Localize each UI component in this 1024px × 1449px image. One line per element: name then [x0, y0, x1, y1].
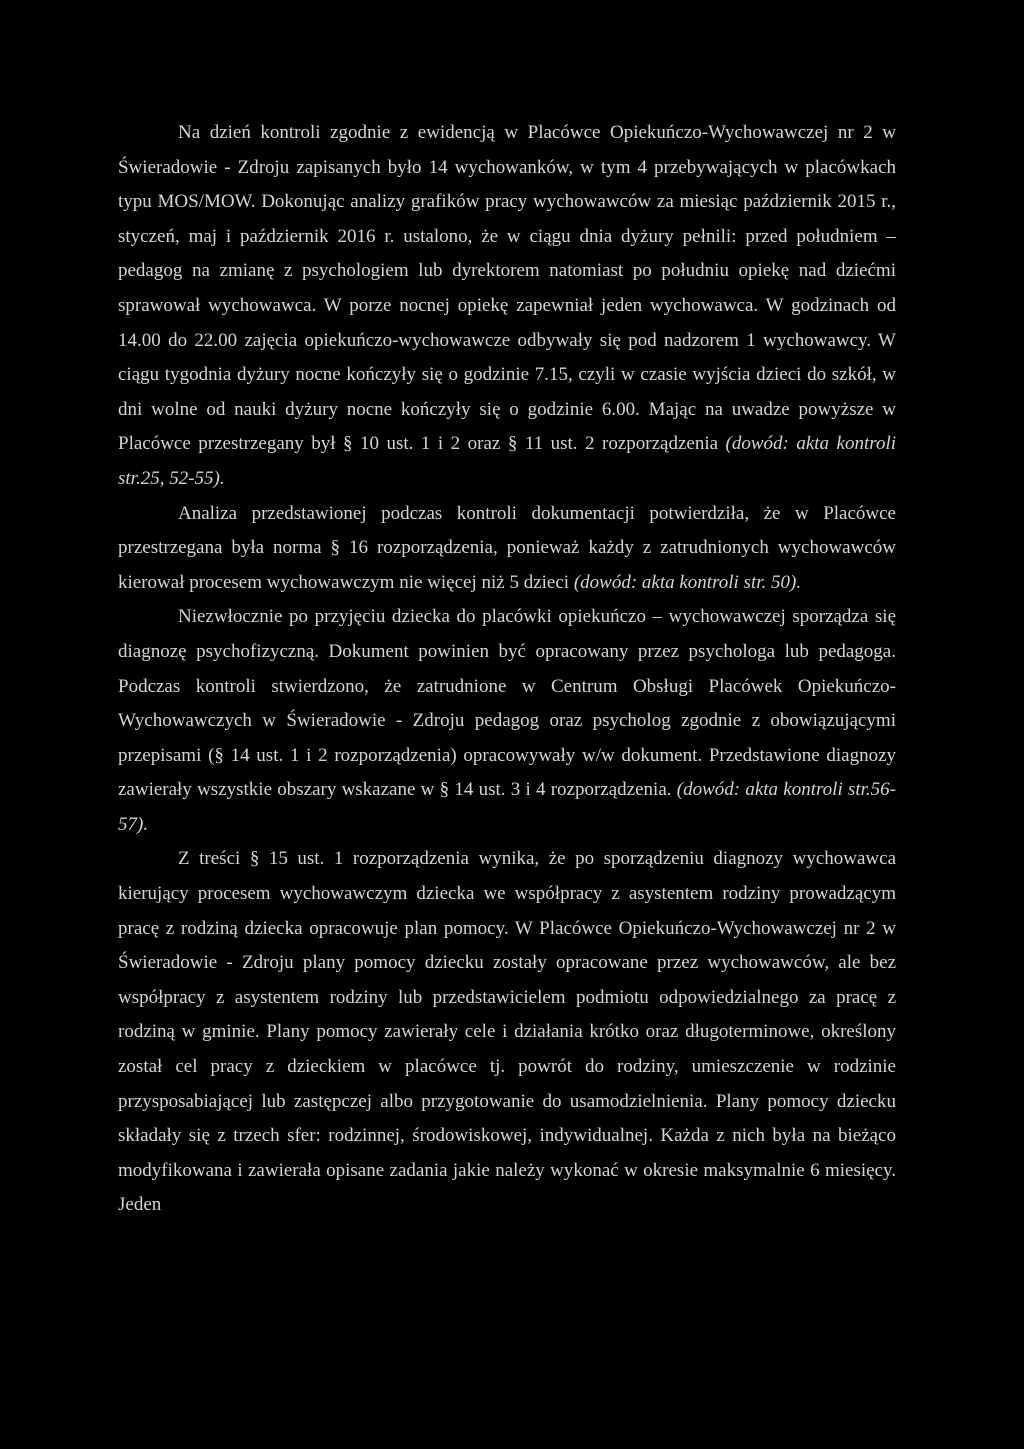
evidence-citation: (dowód: akta kontroli str.25, 52-55). — [118, 433, 897, 489]
paragraph-norm — [118, 497, 896, 601]
paragraph-staffing — [118, 116, 896, 497]
paragraph-text: Na dzień kontroli zgodnie z ewidencją w Placówce Opiekuńczo-Wychowawczej nr 2 w Świeradowie - Zdroju zapisanych było 14 wychowanków, w tym 4 przebywających w placówkach typu MOS/MOW. Dokonując analizy grafików pracy wychowawców za miesiąc październik 2015 r., styczeń, maj i październik 2016 r. ustalono, że w ciągu dnia dyżury pełnili: przed południem – pedagog na zmianę z psychologiem lub dyrektorem natomiast po południu opiekę nad dziećmi sprawował wychowawca. W porze nocnej opiekę zapewniał jeden wychowawca. W godzinach od 14.00 do 22.00 zajęcia opiekuńczo-wychowawcze odbywały się pod nadzorem 1 wychowawcy. W ciągu tygodnia dyżury nocne kończyły się o godzinie 7.15, czyli w czasie wyjścia dzieci do szkół, w dni wolne od nauki dyżury nocne kończyły się o godzinie 6.00. Mając na uwadze powyższe w Placówce przestrzegany był § 10 ust. 1 i 2 oraz § 11 ust. 2 rozporządzenia — [118, 122, 896, 455]
paragraph-support-plan — [118, 842, 896, 1223]
paragraph-text: Niezwłocznie po przyjęciu dziecka do placówki opiekuńczo – wychowawczej sporządza się diagnozę psychofizyczną. Dokument powinien być opracowany przez psychologa lub pedagoga. Podczas kontroli stwierdzono, że zatrudnione w Centrum Obsługi Placówek Opiekuńczo-Wychowawczych w Świeradowie - Zdroju pedagog oraz psycholog zgodnie z obowiązującymi przepisami (§ 14 ust. 1 i 2 rozporządzenia) opracowywały w/w dokument. Przedstawione diagnozy zawierały wszystkie obszary wskazane w § 14 ust. 3 i 4 rozporządzenia. — [118, 606, 896, 801]
evidence-citation: (dowód: akta kontroli str.56-57). — [118, 779, 896, 835]
paragraph-text: Z treści § 15 ust. 1 rozporządzenia wynika, że po sporządzeniu diagnozy wychowawca kierujący procesem wychowawczym dziecka we współpracy z asystentem rodziny prowadzącym pracę z rodziną dziecka opracowuje plan pomocy. W Placówce Opiekuńczo-Wychowawczej nr 2 w Świeradowie - Zdroju plany pomocy dziecku zostały opracowane przez wychowawców, ale bez współpracy z asystentem rodziny lub przedstawicielem podmiotu odpowiedzialnego za pracę z rodziną w gminie. Plany pomocy zawierały cele i działania krótko oraz długoterminowe, określony został cel pracy z dzieckiem w placówce tj. powrót do rodziny, umieszczenie w rodzinie przysposabiającej lub zastępczej albo przygotowanie do usamodzielnienia. Plany pomocy dziecku składały się z trzech sfer: rodzinnej, środowiskowej, indywidualnej. Każda z nich była na bieżąco modyfikowana i zawierała opisane zadania jakie należy wykonać w okresie maksymalnie 6 miesięcy. Jeden — [118, 848, 896, 1216]
evidence-citation: (dowód: akta kontroli str. 50). — [573, 571, 802, 593]
document-page — [118, 116, 896, 1223]
paragraph-text: Analiza przedstawionej podczas kontroli dokumentacji potwierdziła, że w Placówce przestrzegana była norma § 16 rozporządzenia, ponieważ każdy z zatrudnionych wychowawców kierował procesem wychowawczym nie więcej niż 5 dzieci — [118, 502, 896, 593]
paragraph-diagnosis — [118, 600, 896, 842]
